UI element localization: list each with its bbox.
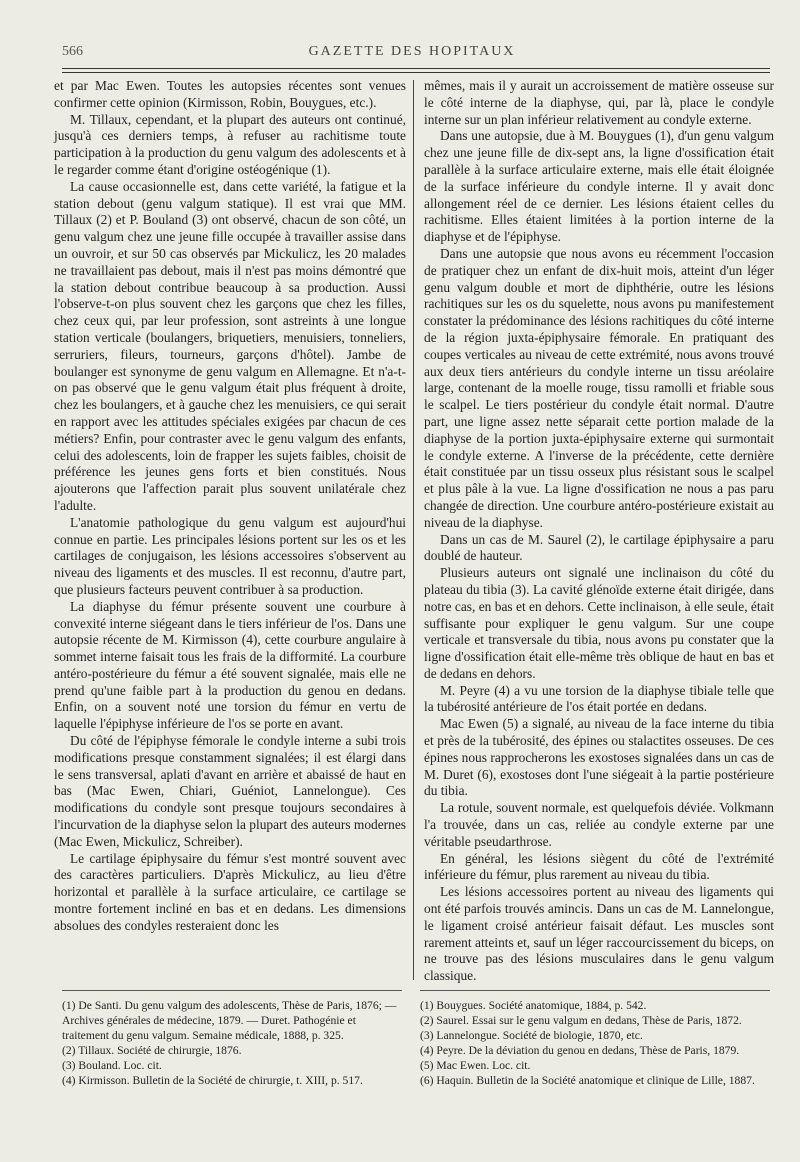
footnote: (3) Lannelongue. Société de biologie, 1870, etc. — [420, 1029, 643, 1042]
header-rule-thin — [62, 72, 770, 73]
paragraph: M. Tillaux, cependant, et la plupart des auteurs ont continué, jusqu'à ces derniers temps, à refuser au rachitisme toute participation à la production du genu valgum des adolescents et à le regarder comme étant d'origine ostéogénique (1). — [54, 111, 406, 177]
page-header — [62, 44, 762, 66]
paragraph: Du côté de l'épiphyse fémorale le condyle interne a subi trois modifications presque constamment signalées; il est élargi dans le sens transversal, aplati d'avant en arrière et abaissé de haut en bas (Mac Ewen, Chiari, Guéniot, Lannelongue). Ces modifications du condyle sont presque toujours secondaires à l'incurvation de la diaphyse selon la plupart des auteurs modernes (Mac Ewen, Mickulicz, Schreiber). — [54, 733, 406, 849]
footnote: (4) Peyre. De la déviation du genou en dedans, Thèse de Paris, 1879. — [420, 1044, 740, 1057]
paragraph: Plusieurs auteurs ont signalé une inclinaison du côté du plateau du tibia (3). La cavité glénoïde externe était dirigée, dans notre cas, en bas et en dehors. Cette inclinaison, à elle seule, était suffisante pour expliquer le genu valgum. Sur une coupe verticale et transversale du tibia, nous avons pu constater que la ligne d'ossification était elle-même très oblique de haut en bas et de dedans en dehors. — [424, 565, 774, 681]
header-rule-thick — [62, 68, 770, 69]
paragraph: Mac Ewen (5) a signalé, au niveau de la face interne du tibia et près de la tubérosité, des épines ou stalactites osseuses. De ces épines nous rapprocherons les exostoses signalées dans un cas de M. Duret (6), exostoses dont l'une siégeait à la partie postérieure du tibia. — [424, 716, 774, 799]
paragraph: Dans une autopsie, due à M. Bouygues (1), d'un genu valgum chez une jeune fille de dix-sept ans, la ligne d'ossification était parallèle à la surface articulaire externe, mais elle était éloignée de la surface inférieure du condyle interne. Il y avait donc allongement réel de ce dernier. Les lésions étaient celles du rachitisme. Elles étaient limitées à la portion interne de la diaphyse et de l'épiphyse. — [424, 128, 774, 245]
footnote: (2) Tillaux. Société de chirurgie, 1876. — [62, 1044, 242, 1057]
running-title: GAZETTE DES HOPITAUX — [308, 44, 516, 59]
footnote: (6) Haquin. Bulletin de la Société anatomique et clinique de Lille, 1887. — [420, 1074, 755, 1087]
paragraph: M. Peyre (4) a vu une torsion de la diaphyse tibiale telle que la tubérosité antérieure de l'os était portée en dedans. — [424, 682, 774, 715]
paragraph: Le cartilage épiphysaire du fémur s'est montré souvent avec des caractères particuliers. D'après Mickulicz, au lieu d'être horizontal et parallèle à la surface articulaire, ce cartilage se montre fortement incliné en bas et en dedans. Les dimensions absolues des condyles resteraient donc les — [54, 850, 406, 933]
footnote: (5) Mac Ewen. Loc. cit. — [420, 1059, 531, 1072]
paragraph: Dans une autopsie que nous avons eu récemment l'occasion de pratiquer chez un enfant de dix-huit mois, atteint d'un léger genu valgum double et mort de diphthérie, outre les lésions rachitiques sur les os du squelette, nous avons pu manifestement constater la prédominance des lésions rachitiques du côté interne de la région juxta-épiphysaire fémorale. En pratiquant des coupes verticales au niveau de cette extrémité, nous avons trouvé aux deux tiers antérieurs du condyle interne un tissu aréolaire large, contenant de la moelle rouge, tissu ramolli et friable sous le scalpel. Le tiers postérieur du condyle était normal. D'autre part, une ligne assez nette séparait cette portion malade de la diaphyse de la portion juxta-épiphysaire externe qui surmontait le condyle externe. A l'inverse de la précédente, cette dernière était constituée par un tissu osseux plus résistant sous le scalpel et plus pâle à la vue. La ligne d'ossification ne nous a pas paru changée de direction. Une courbure antéro-postérieure existait au niveau de la diaphyse. — [424, 245, 774, 530]
paragraph: L'anatomie pathologique du genu valgum est aujourd'hui connue en partie. Les principales lésions portent sur les os et les cartilages de conjugaison, les lésions accessoires s'observent au niveau des ligaments et des muscles. Il est reconnu, d'autre part, que plusieurs facteurs peuvent contribuer à sa production. — [54, 514, 406, 597]
page-number: 566 — [62, 44, 83, 59]
footnote: (3) Bouland. Loc. cit. — [62, 1059, 162, 1072]
footnote: (2) Saurel. Essai sur le genu valgum en dedans, Thèse de Paris, 1872. — [420, 1014, 742, 1027]
left-column — [54, 78, 406, 935]
footnotes-right — [420, 998, 770, 1088]
right-column — [424, 78, 774, 985]
footnote-rule-right — [420, 990, 770, 991]
column-divider — [413, 80, 414, 980]
paragraph: et par Mac Ewen. Toutes les autopsies récentes sont venues confirmer cette opinion (Kirmisson, Robin, Bouygues, etc.). — [54, 78, 406, 110]
footnote-rule-left — [62, 990, 402, 991]
paragraph: mêmes, mais il y aurait un accroissement de matière osseuse sur le côté interne de la diaphyse, qui, par là, place le condyle interne sur un plan inférieur relativement au condyle externe. — [424, 78, 774, 127]
footnote: (1) De Santi. Du genu valgum des adolescents, Thèse de Paris, 1876; — Archives générales de médecine, 1879. — Duret. Pathogénie et traitement du genu valgum. Semaine médicale, 1888, p. 325. — [62, 999, 397, 1042]
paragraph: En général, les lésions siègent du côté de l'extrémité inférieure du fémur, plus rarement au niveau du tibia. — [424, 850, 774, 883]
paragraph: Dans un cas de M. Saurel (2), le cartilage épiphysaire a paru doublé de hauteur. — [424, 531, 774, 564]
paragraph: La rotule, souvent normale, est quelquefois déviée. Volkmann l'a trouvée, dans un cas, reliée au condyle externe par une véritable pseudarthrose. — [424, 800, 774, 849]
paragraph: La cause occasionnelle est, dans cette variété, la fatigue et la station debout (genu valgum statique). Il est vrai que MM. Tillaux (2) et P. Bouland (3) ont observé, chacun de son côté, un genu valgum chez une jeune fille occupée à travailler assise dans un ouvroir, et sur 50 cas observés par Mickulicz, les 20 malades ne travaillaient pas debout, mais il n'est pas moins démontré que la station debout contribue beaucoup à sa production. Aussi l'observe-t-on plus souvent chez les garçons que chez les filles, chez ceux qui, par leur profession, sont astreints à une longue station verticale (boulangers, briquetiers, menuisiers, tonneliers, serruriers, fileurs, tourneurs, garçons d'hôtel). Jambe de boulanger est synonyme de genu valgum en Allemagne. Et n'a-t-on pas observé que le genu valgum était plus fréquent à droite, chez les boulangers, et à gauche chez les menuisiers, ce qui serait en rapport avec les attitudes spéciales exigées par chacun de ces métiers? Enfin, pour contraster avec le genu valgum des enfants, celui des adolescents, loin de frapper les sujets faibles, choisit de préférence les jeunes gens forts et bien constitués. Nous ajouterons que l'affection parait plus souvent unilatérale chez l'adulte. — [54, 178, 406, 513]
footnote: (1) Bouygues. Société anatomique, 1884, p. 542. — [420, 999, 647, 1012]
paragraph: Les lésions accessoires portent au niveau des ligaments qui ont été parfois trouvés amincis. Dans un cas de M. Lannelongue, le ligament croisé antérieur faisait défaut. Les muscles sont rarement atteints et, sauf un léger raccourcissement du biceps, on ne trouve pas des lésions musculaires dans le genu valgum classique. — [424, 884, 774, 984]
paragraph: La diaphyse du fémur présente souvent une courbure à convexité interne siégeant dans le tiers inférieur de l'os. Dans une autopsie récente de M. Kirmisson (4), cette courbure angulaire à sommet interne faisait tous les frais de la difformité. La courbure antéro-postérieure du fémur a été souvent signalée, mais elle ne prend qu'une faible part à la production du genou en dedans. Enfin, on a souvent noté une torsion du fémur en vertu de laquelle l'épiphyse inférieure de l'os se porte en avant. — [54, 598, 406, 732]
footnote: (4) Kirmisson. Bulletin de la Société de chirurgie, t. XIII, p. 517. — [62, 1074, 363, 1087]
footnotes-left — [62, 998, 402, 1088]
